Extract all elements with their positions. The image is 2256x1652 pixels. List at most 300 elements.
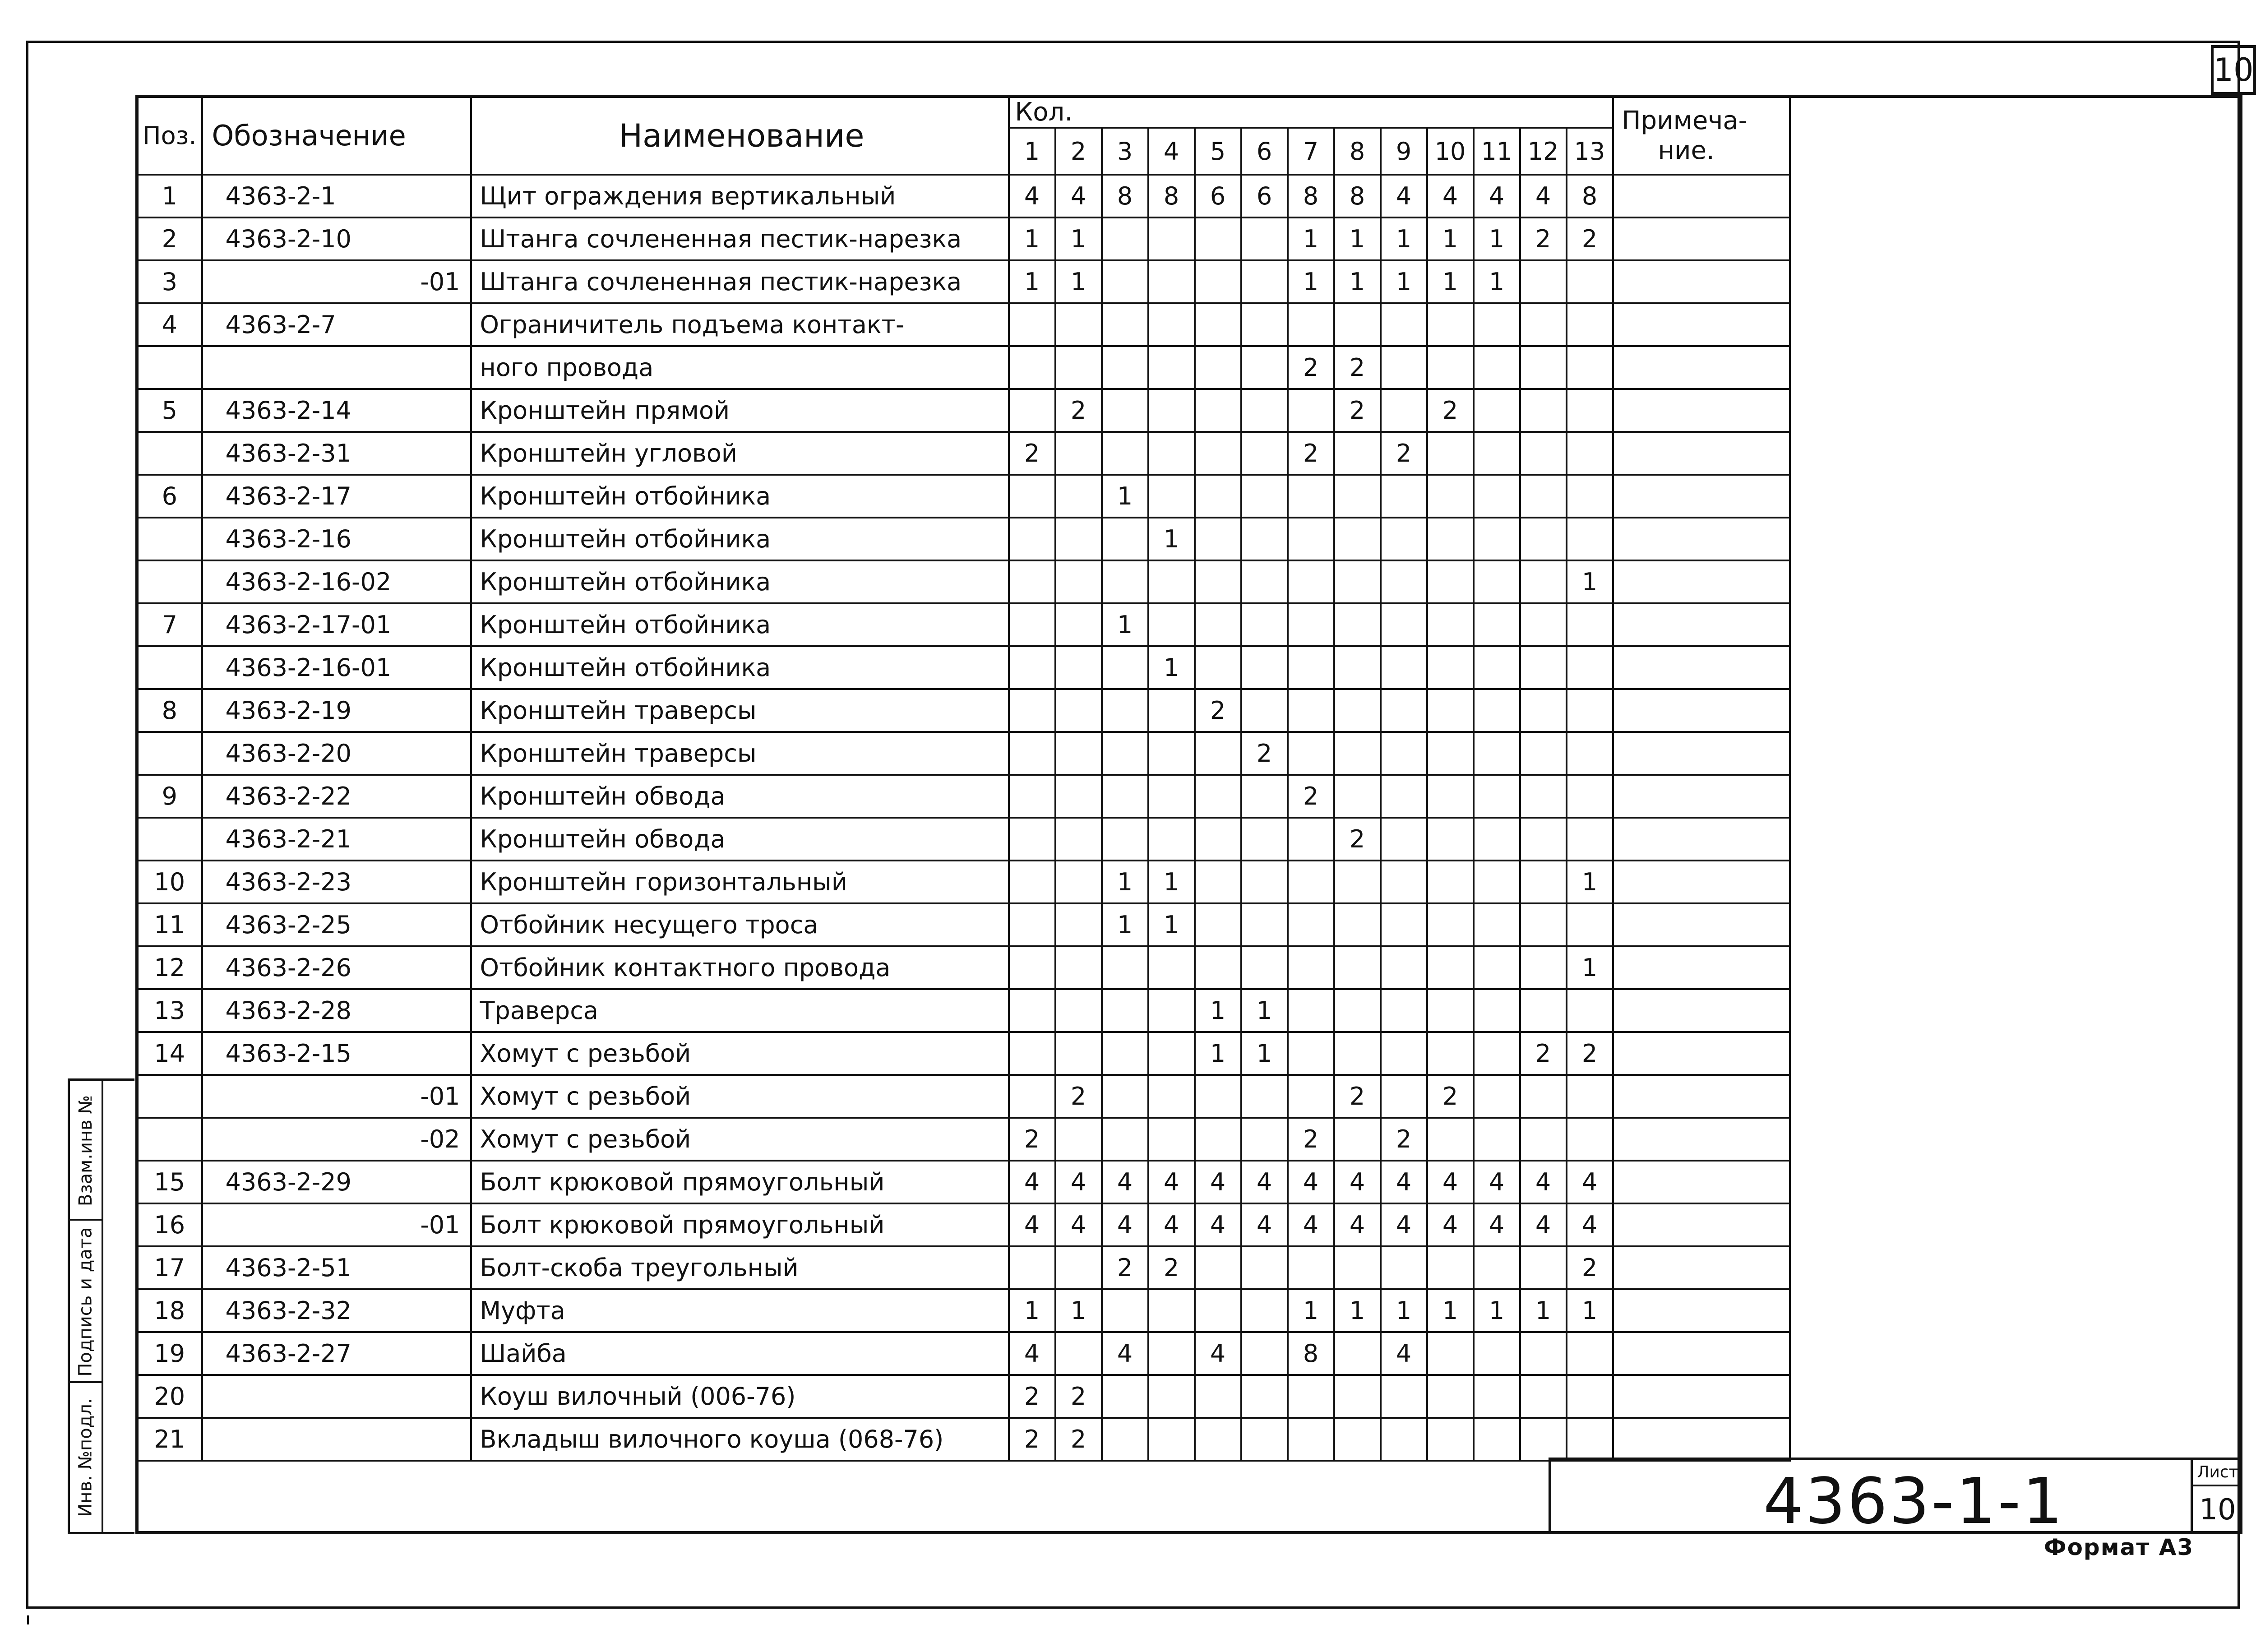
table-row bbox=[137, 1161, 1790, 1203]
cell-designation bbox=[202, 346, 471, 389]
cell-qty-1 bbox=[1009, 389, 1055, 432]
cell-name: Кронштейн отбойника bbox=[471, 518, 1009, 560]
cell-qty-7 bbox=[1288, 560, 1334, 603]
cell-pos: 15 bbox=[137, 1161, 202, 1203]
cell-qty-3: 8 bbox=[1102, 175, 1148, 217]
cell-pos: 2 bbox=[137, 217, 202, 260]
cell-qty-12 bbox=[1520, 518, 1567, 560]
cell-qty-7 bbox=[1288, 732, 1334, 775]
cell-qty-7 bbox=[1288, 989, 1334, 1032]
cell-qty-8 bbox=[1334, 775, 1381, 818]
cell-pos: 19 bbox=[137, 1332, 202, 1375]
cell-qty-11 bbox=[1474, 1118, 1520, 1161]
cell-pos bbox=[137, 560, 202, 603]
cell-pos: 16 bbox=[137, 1203, 202, 1246]
cell-qty-4 bbox=[1148, 389, 1195, 432]
cell-qty-13 bbox=[1567, 518, 1613, 560]
cell-qty-10 bbox=[1427, 989, 1474, 1032]
cell-qty-5 bbox=[1195, 1289, 1241, 1332]
cell-qty-9 bbox=[1381, 732, 1427, 775]
cell-qty-7 bbox=[1288, 1032, 1334, 1075]
cell-qty-3 bbox=[1102, 389, 1148, 432]
cell-note bbox=[1613, 1032, 1790, 1075]
cell-qty-12 bbox=[1520, 303, 1567, 346]
cell-note bbox=[1613, 946, 1790, 989]
cell-qty-6 bbox=[1241, 389, 1288, 432]
cell-note bbox=[1613, 1203, 1790, 1246]
cell-qty-6 bbox=[1241, 1118, 1288, 1161]
cell-qty-3 bbox=[1102, 946, 1148, 989]
cell-qty-5: 6 bbox=[1195, 175, 1241, 217]
cell-qty-11 bbox=[1474, 346, 1520, 389]
cell-note bbox=[1613, 260, 1790, 303]
cell-qty-13: 2 bbox=[1567, 217, 1613, 260]
cell-qty-3 bbox=[1102, 1075, 1148, 1118]
cell-qty-4 bbox=[1148, 732, 1195, 775]
qty-col-header-8: 8 bbox=[1334, 128, 1381, 175]
cell-qty-4 bbox=[1148, 1032, 1195, 1075]
cell-qty-9: 1 bbox=[1381, 217, 1427, 260]
cell-name: Кронштейн отбойника bbox=[471, 475, 1009, 518]
cell-designation: 4363-2-20 bbox=[202, 732, 471, 775]
cell-qty-7: 2 bbox=[1288, 1118, 1334, 1161]
cell-qty-9 bbox=[1381, 1375, 1427, 1418]
cell-qty-1 bbox=[1009, 1075, 1055, 1118]
sidebar-label-signature: Подпись и дата bbox=[75, 1227, 97, 1377]
table-row bbox=[137, 689, 1790, 732]
cell-qty-5: 1 bbox=[1195, 1032, 1241, 1075]
cell-qty-7 bbox=[1288, 946, 1334, 989]
cell-pos: 4 bbox=[137, 303, 202, 346]
cell-qty-11: 4 bbox=[1474, 175, 1520, 217]
cell-qty-10 bbox=[1427, 518, 1474, 560]
cell-designation: 4363-2-28 bbox=[202, 989, 471, 1032]
header-designation: Обозначение bbox=[202, 97, 471, 175]
cell-qty-4 bbox=[1148, 1332, 1195, 1375]
cell-pos bbox=[137, 346, 202, 389]
cell-qty-5 bbox=[1195, 732, 1241, 775]
cell-qty-2: 2 bbox=[1055, 1075, 1102, 1118]
qty-col-header-9: 9 bbox=[1381, 128, 1427, 175]
cell-qty-6: 2 bbox=[1241, 732, 1288, 775]
cell-qty-9 bbox=[1381, 346, 1427, 389]
cell-qty-2: 2 bbox=[1055, 1418, 1102, 1461]
qty-col-header-7: 7 bbox=[1288, 128, 1334, 175]
table-row bbox=[137, 175, 1790, 217]
cell-qty-10: 1 bbox=[1427, 1289, 1474, 1332]
cell-qty-8 bbox=[1334, 989, 1381, 1032]
cell-qty-10 bbox=[1427, 346, 1474, 389]
cell-qty-10 bbox=[1427, 775, 1474, 818]
cell-qty-7 bbox=[1288, 903, 1334, 946]
cell-designation: 4363-2-22 bbox=[202, 775, 471, 818]
cell-name: Болт крюковой прямоугольный bbox=[471, 1161, 1009, 1203]
header-name: Наименование bbox=[471, 97, 1009, 175]
cell-qty-12 bbox=[1520, 260, 1567, 303]
cell-qty-2 bbox=[1055, 861, 1102, 903]
cell-qty-4: 1 bbox=[1148, 518, 1195, 560]
cell-qty-4: 2 bbox=[1148, 1246, 1195, 1289]
cell-qty-12 bbox=[1520, 903, 1567, 946]
cell-qty-9 bbox=[1381, 646, 1427, 689]
cell-pos bbox=[137, 732, 202, 775]
cell-qty-6 bbox=[1241, 1418, 1288, 1461]
cell-qty-2: 4 bbox=[1055, 1203, 1102, 1246]
cell-note bbox=[1613, 389, 1790, 432]
cell-name: Кронштейн прямой bbox=[471, 389, 1009, 432]
cell-note bbox=[1613, 432, 1790, 475]
cell-qty-4 bbox=[1148, 217, 1195, 260]
cell-qty-8 bbox=[1334, 732, 1381, 775]
cell-qty-10 bbox=[1427, 303, 1474, 346]
cell-qty-1 bbox=[1009, 518, 1055, 560]
cell-name: Хомут с резьбой bbox=[471, 1118, 1009, 1161]
cell-qty-13 bbox=[1567, 1118, 1613, 1161]
cell-qty-1: 4 bbox=[1009, 1161, 1055, 1203]
cell-name: Вкладыш вилочного коуша (068-76) bbox=[471, 1418, 1009, 1461]
cell-qty-3 bbox=[1102, 432, 1148, 475]
cell-qty-4 bbox=[1148, 775, 1195, 818]
table-row bbox=[137, 518, 1790, 560]
cell-qty-6: 4 bbox=[1241, 1203, 1288, 1246]
cell-note bbox=[1613, 1418, 1790, 1461]
cell-pos: 3 bbox=[137, 260, 202, 303]
cell-qty-11 bbox=[1474, 989, 1520, 1032]
cell-qty-1 bbox=[1009, 1246, 1055, 1289]
cell-qty-1 bbox=[1009, 646, 1055, 689]
cell-qty-6 bbox=[1241, 475, 1288, 518]
table-row bbox=[137, 1032, 1790, 1075]
page-number: 10 bbox=[2211, 45, 2256, 95]
cell-qty-3 bbox=[1102, 217, 1148, 260]
cell-qty-8: 8 bbox=[1334, 175, 1381, 217]
cell-qty-10: 4 bbox=[1427, 1203, 1474, 1246]
cell-qty-3 bbox=[1102, 989, 1148, 1032]
cell-qty-5 bbox=[1195, 518, 1241, 560]
cell-qty-6 bbox=[1241, 432, 1288, 475]
cell-qty-8: 2 bbox=[1334, 1075, 1381, 1118]
cell-qty-12: 2 bbox=[1520, 217, 1567, 260]
cell-qty-10 bbox=[1427, 1118, 1474, 1161]
cell-qty-9 bbox=[1381, 1032, 1427, 1075]
cell-qty-12 bbox=[1520, 818, 1567, 861]
cell-qty-9 bbox=[1381, 603, 1427, 646]
sheet-box bbox=[2191, 1460, 2242, 1534]
cell-qty-7: 8 bbox=[1288, 1332, 1334, 1375]
table-row bbox=[137, 303, 1790, 346]
cell-qty-1 bbox=[1009, 689, 1055, 732]
cell-qty-9 bbox=[1381, 903, 1427, 946]
cell-qty-13 bbox=[1567, 646, 1613, 689]
cell-qty-12 bbox=[1520, 1418, 1567, 1461]
cell-qty-11 bbox=[1474, 1246, 1520, 1289]
cell-qty-3 bbox=[1102, 560, 1148, 603]
cell-qty-10 bbox=[1427, 475, 1474, 518]
cell-qty-13 bbox=[1567, 732, 1613, 775]
cell-qty-1 bbox=[1009, 818, 1055, 861]
cell-qty-5 bbox=[1195, 775, 1241, 818]
cell-designation: 4363-2-25 bbox=[202, 903, 471, 946]
cell-qty-7: 1 bbox=[1288, 260, 1334, 303]
cell-qty-13: 1 bbox=[1567, 861, 1613, 903]
cell-name: Штанга сочлененная пестик-нарезка bbox=[471, 217, 1009, 260]
cell-note bbox=[1613, 689, 1790, 732]
cell-qty-10 bbox=[1427, 903, 1474, 946]
cell-qty-4 bbox=[1148, 432, 1195, 475]
cell-note bbox=[1613, 175, 1790, 217]
cell-qty-12: 2 bbox=[1520, 1032, 1567, 1075]
cell-designation: 4363-2-29 bbox=[202, 1161, 471, 1203]
cell-qty-6 bbox=[1241, 560, 1288, 603]
cell-qty-4 bbox=[1148, 475, 1195, 518]
cell-qty-5 bbox=[1195, 217, 1241, 260]
cell-qty-7 bbox=[1288, 603, 1334, 646]
cell-qty-2 bbox=[1055, 775, 1102, 818]
cell-qty-5: 2 bbox=[1195, 689, 1241, 732]
header-row-1 bbox=[137, 97, 1790, 128]
cell-qty-3: 1 bbox=[1102, 903, 1148, 946]
cell-qty-11: 4 bbox=[1474, 1203, 1520, 1246]
cell-qty-3: 1 bbox=[1102, 861, 1148, 903]
cell-qty-10 bbox=[1427, 646, 1474, 689]
cell-qty-9 bbox=[1381, 389, 1427, 432]
cell-qty-3 bbox=[1102, 732, 1148, 775]
header-note-line1: Примеча- bbox=[1622, 106, 1747, 135]
cell-qty-3 bbox=[1102, 260, 1148, 303]
cell-qty-7: 4 bbox=[1288, 1161, 1334, 1203]
cell-note bbox=[1613, 818, 1790, 861]
cell-pos: 13 bbox=[137, 989, 202, 1032]
cell-qty-7: 2 bbox=[1288, 346, 1334, 389]
table-row bbox=[137, 1332, 1790, 1375]
cell-designation: -01 bbox=[202, 1075, 471, 1118]
cell-designation: 4363-2-17-01 bbox=[202, 603, 471, 646]
cell-qty-12: 4 bbox=[1520, 1161, 1567, 1203]
cell-qty-5 bbox=[1195, 1418, 1241, 1461]
cell-designation: 4363-2-26 bbox=[202, 946, 471, 989]
table-row bbox=[137, 903, 1790, 946]
cell-qty-2 bbox=[1055, 1118, 1102, 1161]
cell-qty-2 bbox=[1055, 689, 1102, 732]
table-body bbox=[137, 175, 1790, 1461]
cell-qty-3 bbox=[1102, 346, 1148, 389]
cell-qty-10 bbox=[1427, 689, 1474, 732]
cell-qty-8 bbox=[1334, 560, 1381, 603]
cell-qty-11 bbox=[1474, 946, 1520, 989]
cell-qty-6 bbox=[1241, 1332, 1288, 1375]
cell-designation: 4363-2-21 bbox=[202, 818, 471, 861]
cell-qty-2: 4 bbox=[1055, 175, 1102, 217]
cell-qty-7 bbox=[1288, 1246, 1334, 1289]
cell-qty-3: 1 bbox=[1102, 475, 1148, 518]
cell-qty-13 bbox=[1567, 346, 1613, 389]
cell-qty-13 bbox=[1567, 818, 1613, 861]
cell-qty-5 bbox=[1195, 346, 1241, 389]
cell-qty-13: 1 bbox=[1567, 1289, 1613, 1332]
cell-qty-4: 1 bbox=[1148, 903, 1195, 946]
cell-qty-13: 4 bbox=[1567, 1203, 1613, 1246]
qty-col-header-10: 10 bbox=[1427, 128, 1474, 175]
cell-qty-2 bbox=[1055, 646, 1102, 689]
cell-note bbox=[1613, 646, 1790, 689]
cell-qty-11 bbox=[1474, 1418, 1520, 1461]
cell-qty-3 bbox=[1102, 518, 1148, 560]
table-row bbox=[137, 1118, 1790, 1161]
cell-qty-1 bbox=[1009, 303, 1055, 346]
cell-qty-11 bbox=[1474, 1075, 1520, 1118]
cell-qty-4 bbox=[1148, 346, 1195, 389]
cell-qty-6 bbox=[1241, 603, 1288, 646]
cell-note bbox=[1613, 1161, 1790, 1203]
cell-qty-10 bbox=[1427, 946, 1474, 989]
cell-qty-12: 4 bbox=[1520, 1203, 1567, 1246]
cell-qty-1 bbox=[1009, 475, 1055, 518]
cell-qty-6 bbox=[1241, 1289, 1288, 1332]
cell-pos: 12 bbox=[137, 946, 202, 989]
qty-col-header-1: 1 bbox=[1009, 128, 1055, 175]
cell-qty-4 bbox=[1148, 1075, 1195, 1118]
cell-designation: 4363-2-23 bbox=[202, 861, 471, 903]
cell-name: Штанга сочлененная пестик-нарезка bbox=[471, 260, 1009, 303]
cell-qty-13 bbox=[1567, 303, 1613, 346]
cell-qty-12 bbox=[1520, 603, 1567, 646]
cell-qty-8 bbox=[1334, 603, 1381, 646]
cell-qty-7 bbox=[1288, 389, 1334, 432]
cell-qty-8 bbox=[1334, 518, 1381, 560]
cell-name: Муфта bbox=[471, 1289, 1009, 1332]
cell-pos: 5 bbox=[137, 389, 202, 432]
cell-designation: 4363-2-16-02 bbox=[202, 560, 471, 603]
cell-qty-6 bbox=[1241, 775, 1288, 818]
cell-qty-12 bbox=[1520, 560, 1567, 603]
cell-qty-10 bbox=[1427, 560, 1474, 603]
table-row bbox=[137, 946, 1790, 989]
cell-qty-1: 1 bbox=[1009, 217, 1055, 260]
cell-qty-12 bbox=[1520, 389, 1567, 432]
cell-qty-3 bbox=[1102, 1418, 1148, 1461]
cell-qty-9 bbox=[1381, 303, 1427, 346]
cell-designation: 4363-2-19 bbox=[202, 689, 471, 732]
cell-designation: -02 bbox=[202, 1118, 471, 1161]
cell-qty-7: 4 bbox=[1288, 1203, 1334, 1246]
table-row bbox=[137, 217, 1790, 260]
cell-qty-3 bbox=[1102, 1375, 1148, 1418]
cell-designation: 4363-2-17 bbox=[202, 475, 471, 518]
cell-qty-5 bbox=[1195, 861, 1241, 903]
cell-qty-4: 4 bbox=[1148, 1203, 1195, 1246]
cell-name: Хомут с резьбой bbox=[471, 1032, 1009, 1075]
format-label: Формат А3 bbox=[2044, 1534, 2194, 1560]
cell-qty-4 bbox=[1148, 1289, 1195, 1332]
corner-tick bbox=[27, 1615, 29, 1624]
cell-qty-7: 8 bbox=[1288, 175, 1334, 217]
cell-qty-6 bbox=[1241, 518, 1288, 560]
cell-note bbox=[1613, 732, 1790, 775]
cell-name: Болт-скоба треугольный bbox=[471, 1246, 1009, 1289]
cell-qty-8 bbox=[1334, 1118, 1381, 1161]
table-row bbox=[137, 775, 1790, 818]
cell-qty-10: 2 bbox=[1427, 1075, 1474, 1118]
table-row bbox=[137, 1418, 1790, 1461]
cell-name: Коуш вилочный (006-76) bbox=[471, 1375, 1009, 1418]
cell-qty-10: 2 bbox=[1427, 389, 1474, 432]
table-row bbox=[137, 646, 1790, 689]
cell-qty-2 bbox=[1055, 560, 1102, 603]
cell-qty-8 bbox=[1334, 1375, 1381, 1418]
cell-qty-9: 4 bbox=[1381, 1203, 1427, 1246]
cell-qty-13 bbox=[1567, 1332, 1613, 1375]
cell-qty-13 bbox=[1567, 389, 1613, 432]
cell-qty-12 bbox=[1520, 861, 1567, 903]
cell-qty-9: 2 bbox=[1381, 1118, 1427, 1161]
cell-qty-7 bbox=[1288, 1375, 1334, 1418]
cell-qty-10 bbox=[1427, 732, 1474, 775]
cell-qty-2: 1 bbox=[1055, 1289, 1102, 1332]
cell-name: Щит ограждения вертикальный bbox=[471, 175, 1009, 217]
cell-name: Кронштейн обвода bbox=[471, 818, 1009, 861]
cell-qty-5 bbox=[1195, 946, 1241, 989]
cell-qty-6: 1 bbox=[1241, 1032, 1288, 1075]
cell-qty-13 bbox=[1567, 1375, 1613, 1418]
cell-qty-9 bbox=[1381, 560, 1427, 603]
cell-qty-5: 4 bbox=[1195, 1161, 1241, 1203]
cell-qty-11 bbox=[1474, 732, 1520, 775]
cell-qty-2 bbox=[1055, 732, 1102, 775]
cell-qty-2 bbox=[1055, 1246, 1102, 1289]
table-row bbox=[137, 432, 1790, 475]
qty-col-header-13: 13 bbox=[1567, 128, 1613, 175]
cell-qty-5 bbox=[1195, 818, 1241, 861]
cell-qty-13: 8 bbox=[1567, 175, 1613, 217]
cell-qty-8: 1 bbox=[1334, 1289, 1381, 1332]
cell-qty-2: 1 bbox=[1055, 260, 1102, 303]
cell-qty-4 bbox=[1148, 818, 1195, 861]
cell-qty-8: 1 bbox=[1334, 217, 1381, 260]
cell-qty-12 bbox=[1520, 775, 1567, 818]
cell-qty-1: 4 bbox=[1009, 175, 1055, 217]
cell-qty-11 bbox=[1474, 689, 1520, 732]
cell-qty-10 bbox=[1427, 1032, 1474, 1075]
table-row bbox=[137, 260, 1790, 303]
approval-sidebar bbox=[68, 1078, 134, 1534]
cell-qty-1 bbox=[1009, 946, 1055, 989]
cell-qty-3 bbox=[1102, 1032, 1148, 1075]
cell-qty-9: 1 bbox=[1381, 1289, 1427, 1332]
cell-qty-9 bbox=[1381, 818, 1427, 861]
qty-col-header-6: 6 bbox=[1241, 128, 1288, 175]
header-note bbox=[1613, 97, 1790, 175]
cell-qty-12 bbox=[1520, 432, 1567, 475]
table-row bbox=[137, 732, 1790, 775]
table-row bbox=[137, 346, 1790, 389]
cell-qty-13: 2 bbox=[1567, 1032, 1613, 1075]
cell-designation: 4363-2-32 bbox=[202, 1289, 471, 1332]
cell-name: Кронштейн траверсы bbox=[471, 689, 1009, 732]
cell-qty-10: 4 bbox=[1427, 175, 1474, 217]
cell-qty-4 bbox=[1148, 689, 1195, 732]
cell-pos bbox=[137, 518, 202, 560]
cell-qty-6 bbox=[1241, 1375, 1288, 1418]
cell-qty-8 bbox=[1334, 432, 1381, 475]
cell-qty-11 bbox=[1474, 646, 1520, 689]
cell-name: Траверса bbox=[471, 989, 1009, 1032]
cell-qty-1 bbox=[1009, 560, 1055, 603]
cell-qty-2 bbox=[1055, 475, 1102, 518]
cell-note bbox=[1613, 1075, 1790, 1118]
cell-qty-13: 4 bbox=[1567, 1161, 1613, 1203]
cell-qty-5 bbox=[1195, 475, 1241, 518]
cell-qty-6: 4 bbox=[1241, 1161, 1288, 1203]
